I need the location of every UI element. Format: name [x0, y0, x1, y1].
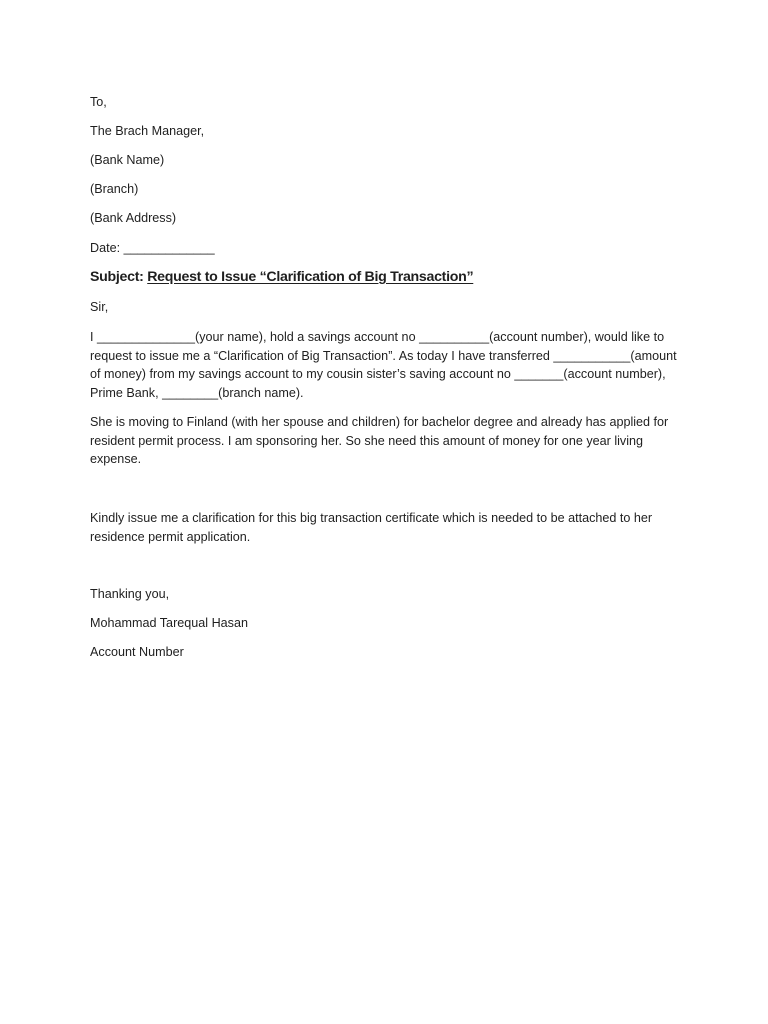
subject-line: [90, 267, 473, 287]
address-to: To,: [90, 95, 107, 109]
subject-text: Request to Issue “Clarification of Big Transaction”: [147, 269, 474, 285]
body-paragraph-2: She is moving to Finland (with her spouse and children) for bachelor degree and already has applied for resident permit process. I am sponsoring her. So she need this amount of money for one year living expense.: [90, 415, 669, 467]
recipient-title: The Brach Manager,: [90, 124, 205, 138]
account-number-label: Account Number: [90, 645, 184, 659]
branch-placeholder: (Branch): [90, 182, 139, 196]
body-paragraph-3: Kindly issue me a clarification for this big transaction certificate which is needed to be attached to her residence permit application.: [90, 511, 653, 544]
body-paragraph-1: I ______________(your name), hold a savings account no __________(account number), would like to request to issue me a “Clarification of Big Transaction”. As today I have transferred ___________(amount of money) from my savings account to my cousin sister’s saving account no _______(account number), Prime Bank, ________(branch name).: [90, 330, 677, 400]
salutation: Sir,: [90, 300, 109, 314]
closing-line: Thanking you,: [90, 587, 170, 601]
date-line: Date: _____________: [90, 241, 215, 255]
bank-address-placeholder: (Bank Address): [90, 211, 177, 225]
subject-label: Subject:: [90, 269, 144, 285]
bank-name-placeholder: (Bank Name): [90, 153, 165, 167]
sender-name: Mohammad Tarequal Hasan: [90, 616, 248, 630]
